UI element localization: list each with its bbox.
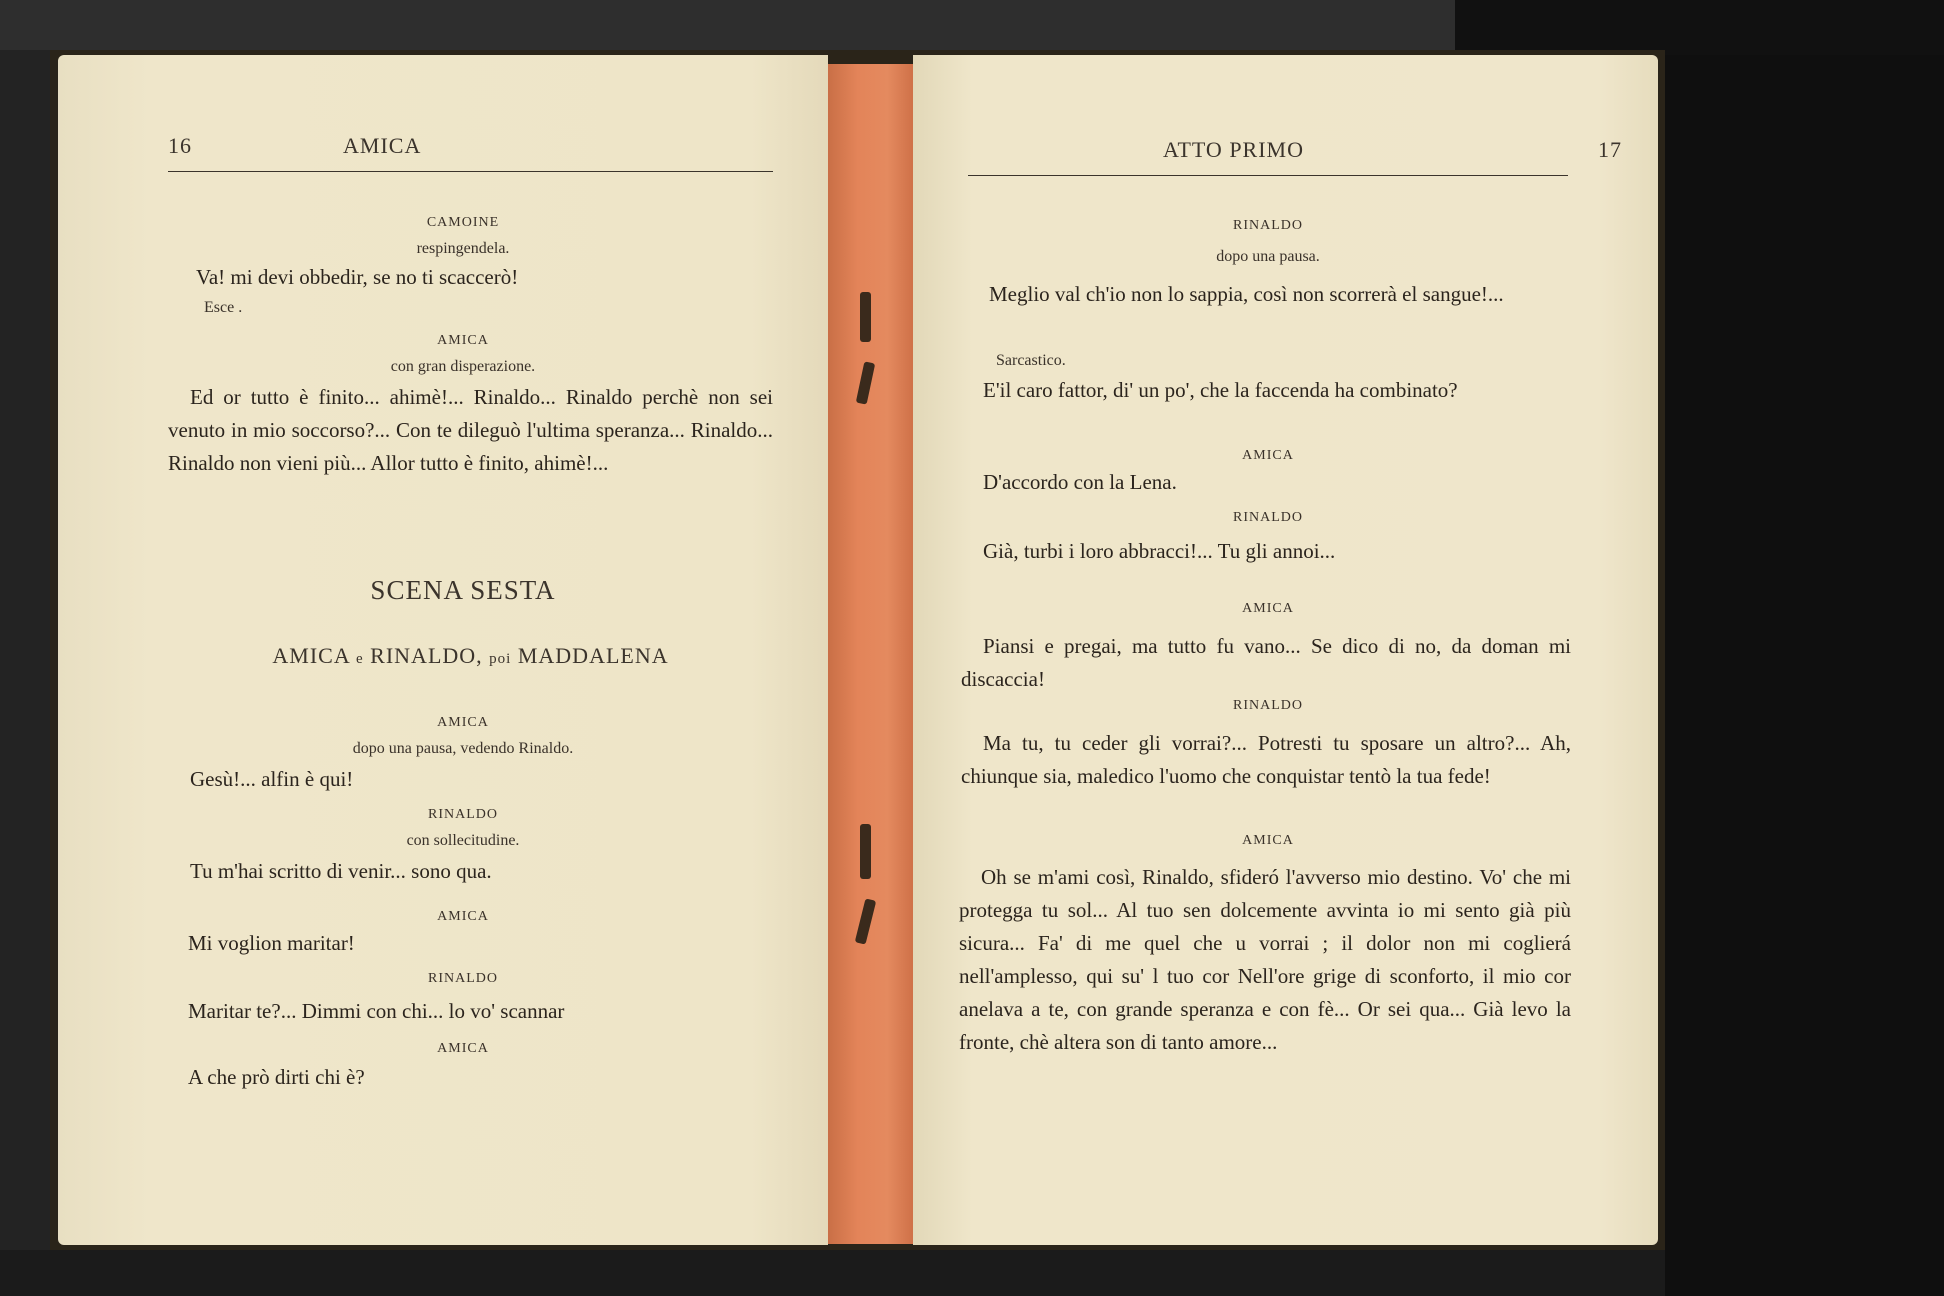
spine-mark	[860, 292, 871, 342]
dialogue-line: D'accordo con la Lena.	[983, 470, 1177, 494]
cast-name: RINALDO,	[370, 643, 483, 668]
dialogue-paragraph: Meglio val ch'io non lo sappia, così non scorrerà el sangue!...	[989, 282, 1504, 306]
cast-connector: e	[356, 651, 364, 667]
dialogue-paragraph: Oh se m'ami così, Rinaldo, sfideró l'avverso mio destino. Vo' che mi protegga tu sol... Al tuo sen dolcemente avvinta io mi sento già più sicura... Fa' di me quel che u vorrai ; il dolor non mi coglierá nell'amplesso, qui su' l tuo cor Nell'ore grige di sconforto, il mio cor anelava a te, con grande speranza e con fè... Or sei qua... Già levo la fronte, chè altera son di tanto amore...	[959, 865, 1571, 1054]
running-title-right: ATTO PRIMO	[1163, 137, 1305, 162]
stage-direction: con sollecitudine.	[406, 832, 520, 849]
speaker-label: AMICA	[1242, 601, 1294, 616]
header-rule-left	[168, 171, 773, 172]
binding-spine	[828, 64, 913, 1244]
speaker-label: RINALDO	[1233, 218, 1303, 233]
running-title-left: AMICA	[343, 133, 422, 158]
stage-direction: Sarcastico.	[996, 352, 1066, 369]
dialogue-paragraph: Ed or tutto è finito... ahimè!... Rinaldo... Rinaldo perchè non sei venuto in mio soccorso?... Con te dileguò l'ultima speranza... Rinaldo... Rinaldo non vieni più... Allor tutto è finito, ahimè!...	[168, 385, 773, 475]
speaker-label: AMICA	[1242, 833, 1294, 848]
speaker-label: AMICA	[437, 909, 489, 924]
speaker-label: AMICA	[437, 715, 489, 730]
dialogue-line: Va! mi devi obbedir, se no ti scaccerò!	[196, 265, 519, 289]
speaker-label: RINALDO	[1233, 510, 1303, 525]
stage-direction: dopo una pausa.	[1216, 248, 1320, 265]
speaker-label: RINALDO	[428, 971, 498, 986]
page-number-left: 16	[168, 133, 192, 158]
spine-mark	[855, 898, 877, 944]
stage-direction: dopo una pausa, vedendo Rinaldo.	[352, 740, 574, 757]
background-right	[1665, 55, 1944, 1296]
header-rule-right	[968, 175, 1568, 176]
speaker-label: AMICA	[437, 1041, 489, 1056]
dialogue-line: Tu m'hai scritto di venir... sono qua.	[190, 859, 492, 883]
scene-title: SCENA SESTA	[370, 575, 556, 605]
cast-name: MADDALENA	[517, 643, 669, 668]
stage-direction: respingendela.	[416, 240, 510, 257]
spine-mark	[856, 361, 875, 404]
dialogue-line: Gesù!... alfin è qui!	[190, 767, 354, 791]
cast-connector: poi	[489, 651, 512, 667]
dialogue-line: E'il caro fattor, di' un po', che la faccenda ha combinato?	[983, 378, 1458, 402]
right-page	[913, 55, 1658, 1245]
speaker-label: AMICA	[1242, 448, 1294, 463]
scene-cast	[168, 643, 773, 669]
dialogue-line: Maritar te?... Dimmi con chi... lo vo' scannar	[188, 999, 565, 1023]
speaker-label: AMICA	[437, 333, 489, 348]
page-number-right: 17	[1598, 137, 1622, 162]
stage-direction: con gran disperazione.	[390, 358, 536, 375]
stage-direction: Esce .	[204, 299, 243, 316]
dialogue-paragraph: Ma tu, tu ceder gli vorrai?... Potresti tu sposare un altro?... Ah, chiunque sia, maledico l'uomo che conquistar tentò la tua fede!	[961, 731, 1571, 788]
dialogue-line: Già, turbi i loro abbracci!... Tu gli annoi...	[983, 539, 1336, 563]
cast-name: AMICA	[272, 643, 350, 668]
left-page	[58, 55, 828, 1245]
open-book	[50, 50, 1665, 1250]
dialogue-line: Mi voglion maritar!	[188, 931, 355, 955]
dialogue-line: A che prò dirti chi è?	[188, 1065, 365, 1089]
speaker-label: CAMOINE	[426, 215, 500, 230]
speaker-label: RINALDO	[1233, 698, 1303, 713]
dialogue-paragraph: Piansi e pregai, ma tutto fu vano... Se dico di no, da doman mi discaccia!	[961, 634, 1571, 691]
speaker-label: RINALDO	[428, 807, 498, 822]
spine-mark	[860, 824, 871, 879]
